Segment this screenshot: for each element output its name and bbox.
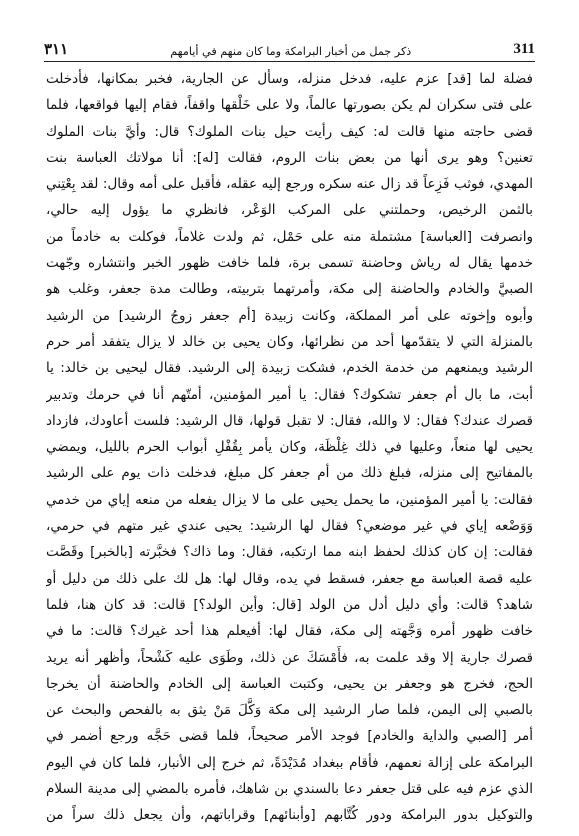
text-line: بالثمن الرخيص، وحملتني على المركب الوَعْر، فانظري ما يؤول إليه حالي، [46,202,533,219]
text-line: فضلة لما [قد] عزم عليه، فدخل منزله، وسأل عن الجارية، فخبر بمكانها، فأدخلت [46,71,533,87]
text-line: على فتى سكران لم يكن بصورتها عالماً، ولا على خَلْقها واقفاً، فقام إليها فواقعها، فلما [46,97,533,114]
text-line: بالصبي إلى اليمن، فلما صار الرشيد إلى مكة وَكَّلَ مَنْ يثق به بالفحص والبحث عن [46,702,533,719]
text-line: عليه قصة العباسة مع جعفر، فسقط في يده، وقال لها: هل لك على ذلك من دليل أو [46,570,533,587]
text-line: الحج، فخرج هو وجعفر بن يحيى، وكتبت العباسة إلى الخادم والحاضنة أن يخرجا [46,675,533,692]
text-line: شاهد؟ قالت: وأي دليل أدل من الولد [قال: وأين الولد؟] قالت: قد كان هنا، فلما [46,596,533,613]
text-line: خافت ظهور أمره وَجَّهته إلى مكة، فقال لها: أفيعلم هذا أحد غيرك؟ قالت: ما في [46,623,533,640]
text-line: أمر [الصبي والداية والخادم] فوجد الأمر صحيحاً، فلما قضى حَجَّه ورجع أضمر في [46,728,533,745]
text-line: قضى حاجته منها قالت له: كيف رأيت حيل بنات الملوك؟ قال: وأيَّ بنات الملوك [46,123,533,140]
text-line: تعنين؟ وهو يرى أنها من بعض بنات الروم، فقالت [له]: أنا مولاتك العباسة بنت [46,149,533,166]
text-line: قصرك جارية إلا وقد علمت به، فأَمْسَكَ عن ذلك، وطَوَى عليه كَشْحاً، وأظهر أنه يريد [46,649,533,666]
text-line: الرشيد ويمنعهم من خدمة الخدم، فشكت زبيدة إلى الرشيد. فقال ليحيى بن خالد: يا [46,360,533,377]
text-line: وَوَضْعه إياي في غير موضعي؟ فقال لها الرشيد: يحيى عندي غير متهم في حرمي، [46,518,533,535]
text-line: بالمفاتيح إلى منزله، فبلغ ذلك من أم جعفر كل مبلغ، فدخلت ذات يوم على الرشيد [46,465,533,482]
text-line: يحيى لها منعاً، وعليها في ذلك غِلْظَة، وكان يأمر بِقُفْلِ أبواب الحرم بالليل، ويمضي [46,439,533,456]
text-line: قصرك عندك؟ فقال: لا والله، فقال: لا تقبل قولها، قال الرشيد: فلست أعاودك، فازداد [46,412,533,429]
body-text [46,66,533,829]
running-title: ذكر جمل من أخبار البرامكة وما كان منهم في أيامهم [170,45,412,58]
text-line: الصبيَّ والخادم والحاضنة إلى مكة، وأمرتهما بتربيته، وطالت مدة جعفر، وغلب هو [46,281,533,298]
text-line: خدمها يقال له رياش وحاضنة تسمى برة، فلما خافت ظهور الخبر وانتشاره وجّهت [46,255,533,272]
text-line: المهدي، فوثب فَزِعاً قد زال عنه سكره ورجع إليه عقله، فأقبل على أمه وقال: لقد بِعْتِني [46,176,533,193]
text-line: فقالت: إن كان كذلك لحفظ ابنه مما ارتكبه، فقال: وما ذاك؟ فخبَّرته [بالخبر] وقَصَّت [46,544,533,561]
text-line: البرامكة على إزالة نعمهم، فأقام ببغداد مُدَيْدَةً، ثم خرج إلى الأنبار، فلما كان في اليوم [46,754,533,771]
text-line: وانصرفت [العباسة] مشتملة منه على حَمْل، ثم ولدت غلاماً، فوكلت به خادماً من [46,228,533,245]
text-line: فقالت: يا أمير المؤمنين، ما يحمل يحيى على ما لا يزال يفعله من منعه إياي من خدمي [46,491,533,508]
page-header [44,36,535,62]
text-line: والتوكيل بدور البرامكة ودور كُتَّابهم [وأبنائهم] وقراباتهم، وأن يجعل ذلك سراً من [46,807,533,824]
text-line: بالمنزلة التي لا يتقدّمها أحد من نظرائها، وكان يحيى بن خالد لا يزال يتفقد أمر حرم [46,333,533,350]
text-line: الذي عزم فيه على قتل جعفر دعا بالسندي بن شاهك، فأمره بالمضي إلى مدينة السلام [46,781,533,798]
page-number-latin: 311 [513,41,535,57]
page-number-arabic: ٣١١ [44,40,69,58]
text-line: أبت، ما بال أم جعفر تشكوك؟ فقال: يا أمير المؤمنين، أمتّهم أنا في حرمك وتدبير [46,386,533,403]
text-line: وأبوه وإخوته على أمر المملكة، وكانت زبيدة [أم جعفر زوجُ الرشيد] من الرشيد [46,307,533,324]
